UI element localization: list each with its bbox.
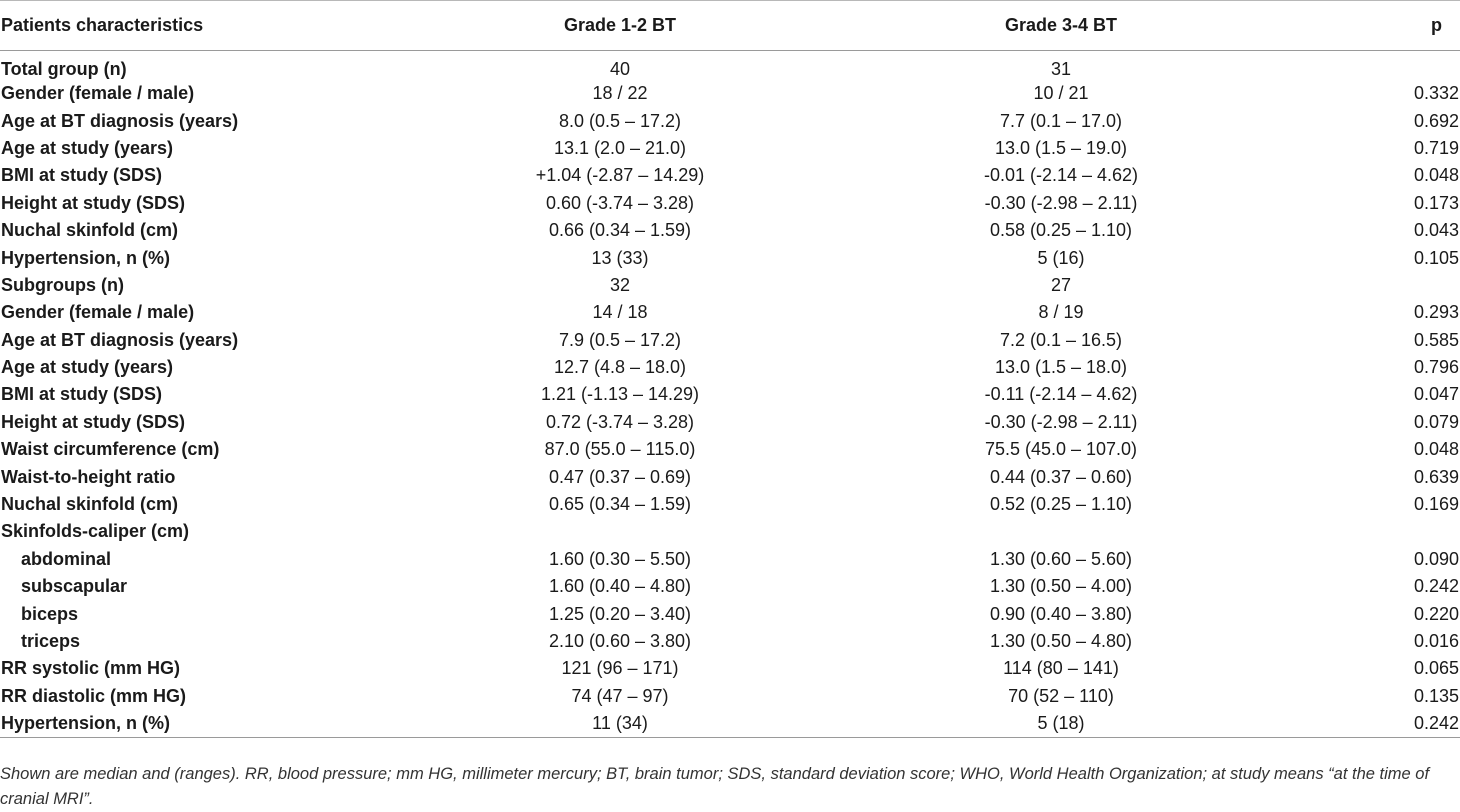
- table-row: [0, 217, 1460, 244]
- p-value: 0.585: [1413, 329, 1459, 350]
- table-row: [0, 655, 1460, 682]
- header-p-value: p: [1274, 1, 1460, 51]
- grade-3-4-value: 8 / 19: [1038, 302, 1084, 323]
- p-value: 0.079: [1413, 411, 1459, 432]
- row-label: Age at study (years): [1, 357, 174, 378]
- grade-1-2-value: 12.7 (4.8 – 18.0): [553, 357, 687, 378]
- table-body: [0, 51, 1460, 738]
- row-label: triceps: [21, 631, 81, 651]
- table-row: [0, 600, 1460, 627]
- row-label: Nuchal skinfold (cm): [1, 220, 179, 241]
- p-value: [1274, 518, 1460, 545]
- grade-1-2-value: 0.66 (0.34 – 1.59): [548, 220, 692, 241]
- table-row: [0, 628, 1460, 655]
- grade-3-4-value: 13.0 (1.5 – 18.0): [994, 357, 1128, 378]
- table-row: [0, 491, 1460, 518]
- p-value: 0.639: [1413, 466, 1459, 487]
- row-label: BMI at study (SDS): [1, 384, 163, 405]
- table-row: [0, 299, 1460, 326]
- p-value: [1274, 272, 1460, 299]
- table-row: [0, 51, 1460, 81]
- grade-3-4-value: 0.58 (0.25 – 1.10): [989, 220, 1133, 241]
- header-row: [0, 1, 1460, 51]
- table-row: [0, 244, 1460, 271]
- table-row: [0, 573, 1460, 600]
- row-label: Skinfolds-caliper (cm): [1, 521, 190, 542]
- grade-1-2-value: 8.0 (0.5 – 17.2): [558, 110, 682, 131]
- grade-3-4-value: 27: [1050, 274, 1072, 295]
- row-label: Hypertension, n (%): [1, 247, 171, 268]
- grade-1-2-value: 7.9 (0.5 – 17.2): [558, 329, 682, 350]
- row-label: abdominal: [21, 548, 112, 569]
- grade-1-2-value: 1.25 (0.20 – 3.40): [548, 603, 692, 624]
- table-row: [0, 80, 1460, 107]
- table-row: [0, 710, 1460, 737]
- row-label: subscapular: [21, 576, 128, 597]
- table-row: [0, 162, 1460, 189]
- grade-1-2-value: 32: [609, 274, 631, 295]
- grade-3-4-value: -0.30 (-2.98 – 2.11): [984, 192, 1138, 213]
- p-value: 0.047: [1413, 384, 1459, 405]
- header-grade-1-2: Grade 1-2 BT: [392, 1, 848, 51]
- grade-3-4-value: 0.90 (0.40 – 3.80): [989, 603, 1133, 624]
- grade-1-2-value: 13 (33): [591, 247, 649, 268]
- grade-1-2-value: 0.60 (-3.74 – 3.28): [545, 192, 695, 213]
- grade-1-2-value: 14 / 18: [592, 302, 648, 323]
- table-row: [0, 354, 1460, 381]
- grade-3-4-value: 5 (18): [848, 710, 1274, 737]
- row-label: biceps: [21, 603, 79, 624]
- p-value: 0.105: [1413, 247, 1459, 268]
- grade-3-4-value: 10 / 21: [1033, 83, 1089, 104]
- table-row: [0, 272, 1460, 299]
- table-header: [0, 1, 1460, 51]
- grade-3-4-value: 7.7 (0.1 – 17.0): [999, 110, 1123, 131]
- table-row: [0, 327, 1460, 354]
- table-row: [0, 190, 1460, 217]
- p-value: 0.016: [1413, 631, 1459, 651]
- table-footnote: Shown are median and (ranges). RR, blood pressure; mm HG, millimeter mercury; BT, brain tumor; SDS, standard deviation score; WHO, World Health Organization; at study means “at the time of cranial MRI”.: [0, 765, 1430, 808]
- grade-3-4-value: -0.30 (-2.98 – 2.11): [984, 411, 1138, 432]
- grade-3-4-value: 0.44 (0.37 – 0.60): [989, 466, 1133, 487]
- row-label: Age at BT diagnosis (years): [1, 329, 239, 350]
- p-value: 0.048: [1413, 165, 1459, 186]
- table-row: [0, 381, 1460, 408]
- grade-3-4-value: 0.52 (0.25 – 1.10): [989, 494, 1133, 515]
- grade-1-2-value: 18 / 22: [592, 83, 648, 104]
- table-row: [0, 135, 1460, 162]
- grade-3-4-value: 1.30 (0.60 – 5.60): [989, 548, 1133, 569]
- row-label: Total group (n): [1, 59, 127, 79]
- header-grade-3-4: Grade 3-4 BT: [848, 1, 1274, 51]
- grade-1-2-value: 74 (47 – 97): [571, 685, 669, 706]
- grade-3-4-value: 75.5 (45.0 – 107.0): [984, 439, 1138, 460]
- p-value: 0.692: [1413, 110, 1459, 131]
- row-label: Age at study (years): [1, 137, 174, 158]
- table-row: [0, 518, 1460, 545]
- grade-3-4-value: 1.30 (0.50 – 4.00): [989, 576, 1133, 597]
- p-value: 0.220: [1413, 603, 1459, 624]
- header-characteristics: Patients characteristics: [0, 1, 392, 51]
- p-value: 0.090: [1413, 548, 1459, 569]
- p-value: 0.242: [1274, 710, 1460, 737]
- p-value: 0.135: [1413, 685, 1459, 706]
- p-value: 0.043: [1413, 220, 1459, 241]
- row-label: Nuchal skinfold (cm): [1, 494, 179, 515]
- p-value: 0.169: [1413, 494, 1459, 515]
- p-value: 0.293: [1413, 302, 1459, 323]
- grade-1-2-value: [392, 518, 848, 545]
- grade-1-2-value: 13.1 (2.0 – 21.0): [553, 137, 687, 158]
- grade-3-4-value: [848, 518, 1274, 545]
- row-label: Height at study (SDS): [1, 192, 186, 213]
- grade-1-2-value: 1.21 (-1.13 – 14.29): [540, 384, 700, 405]
- grade-3-4-value: 70 (52 – 110): [1008, 685, 1114, 706]
- grade-1-2-value: 2.10 (0.60 – 3.80): [548, 631, 692, 651]
- grade-1-2-value: 1.60 (0.30 – 5.50): [548, 548, 692, 569]
- row-label: Gender (female / male): [1, 302, 195, 323]
- row-label: Height at study (SDS): [1, 411, 186, 432]
- grade-1-2-value: 121 (96 – 171): [561, 658, 679, 679]
- row-label: RR diastolic (mm HG): [1, 685, 187, 706]
- grade-1-2-value: 0.47 (0.37 – 0.69): [548, 466, 692, 487]
- grade-3-4-value: 7.2 (0.1 – 16.5): [999, 329, 1123, 350]
- grade-3-4-value: 5 (16): [1037, 247, 1085, 268]
- p-value: 0.796: [1413, 357, 1459, 378]
- table-row: [0, 546, 1460, 573]
- p-value: 0.173: [1413, 192, 1459, 213]
- grade-1-2-value: 11 (34): [392, 710, 848, 737]
- row-label: Subgroups (n): [1, 274, 124, 295]
- row-label: Age at BT diagnosis (years): [1, 110, 239, 131]
- p-value: 0.065: [1413, 658, 1459, 679]
- grade-1-2-value: +1.04 (-2.87 – 14.29): [535, 165, 705, 186]
- grade-1-2-value: 0.65 (0.34 – 1.59): [548, 494, 692, 515]
- grade-3-4-value: 13.0 (1.5 – 19.0): [994, 137, 1128, 158]
- p-value: [1274, 51, 1460, 81]
- p-value: 0.332: [1413, 83, 1459, 104]
- table-row: [0, 436, 1460, 463]
- grade-1-2-value: 40: [609, 59, 631, 79]
- grade-3-4-value: -0.11 (-2.14 – 4.62): [984, 384, 1138, 405]
- table-row: [0, 683, 1460, 710]
- table-row: [0, 107, 1460, 134]
- row-label: Hypertension, n (%): [0, 710, 392, 737]
- row-label: RR systolic (mm HG): [1, 658, 181, 679]
- row-label: Waist-to-height ratio: [1, 466, 176, 487]
- grade-3-4-value: 31: [1050, 59, 1072, 79]
- table-row: [0, 409, 1460, 436]
- row-label: Waist circumference (cm): [1, 439, 220, 460]
- grade-1-2-value: 0.72 (-3.74 – 3.28): [545, 411, 695, 432]
- p-value: 0.048: [1413, 439, 1459, 460]
- grade-1-2-value: 87.0 (55.0 – 115.0): [544, 439, 696, 460]
- row-label: Gender (female / male): [1, 83, 195, 104]
- table-row: [0, 463, 1460, 490]
- grade-3-4-value: -0.01 (-2.14 – 4.62): [983, 165, 1139, 186]
- grade-3-4-value: 1.30 (0.50 – 4.80): [989, 631, 1133, 651]
- grade-1-2-value: 1.60 (0.40 – 4.80): [548, 576, 692, 597]
- grade-3-4-value: 114 (80 – 141): [1003, 658, 1119, 679]
- p-value: 0.719: [1413, 137, 1459, 158]
- p-value: 0.242: [1413, 576, 1459, 597]
- row-label: BMI at study (SDS): [1, 165, 163, 186]
